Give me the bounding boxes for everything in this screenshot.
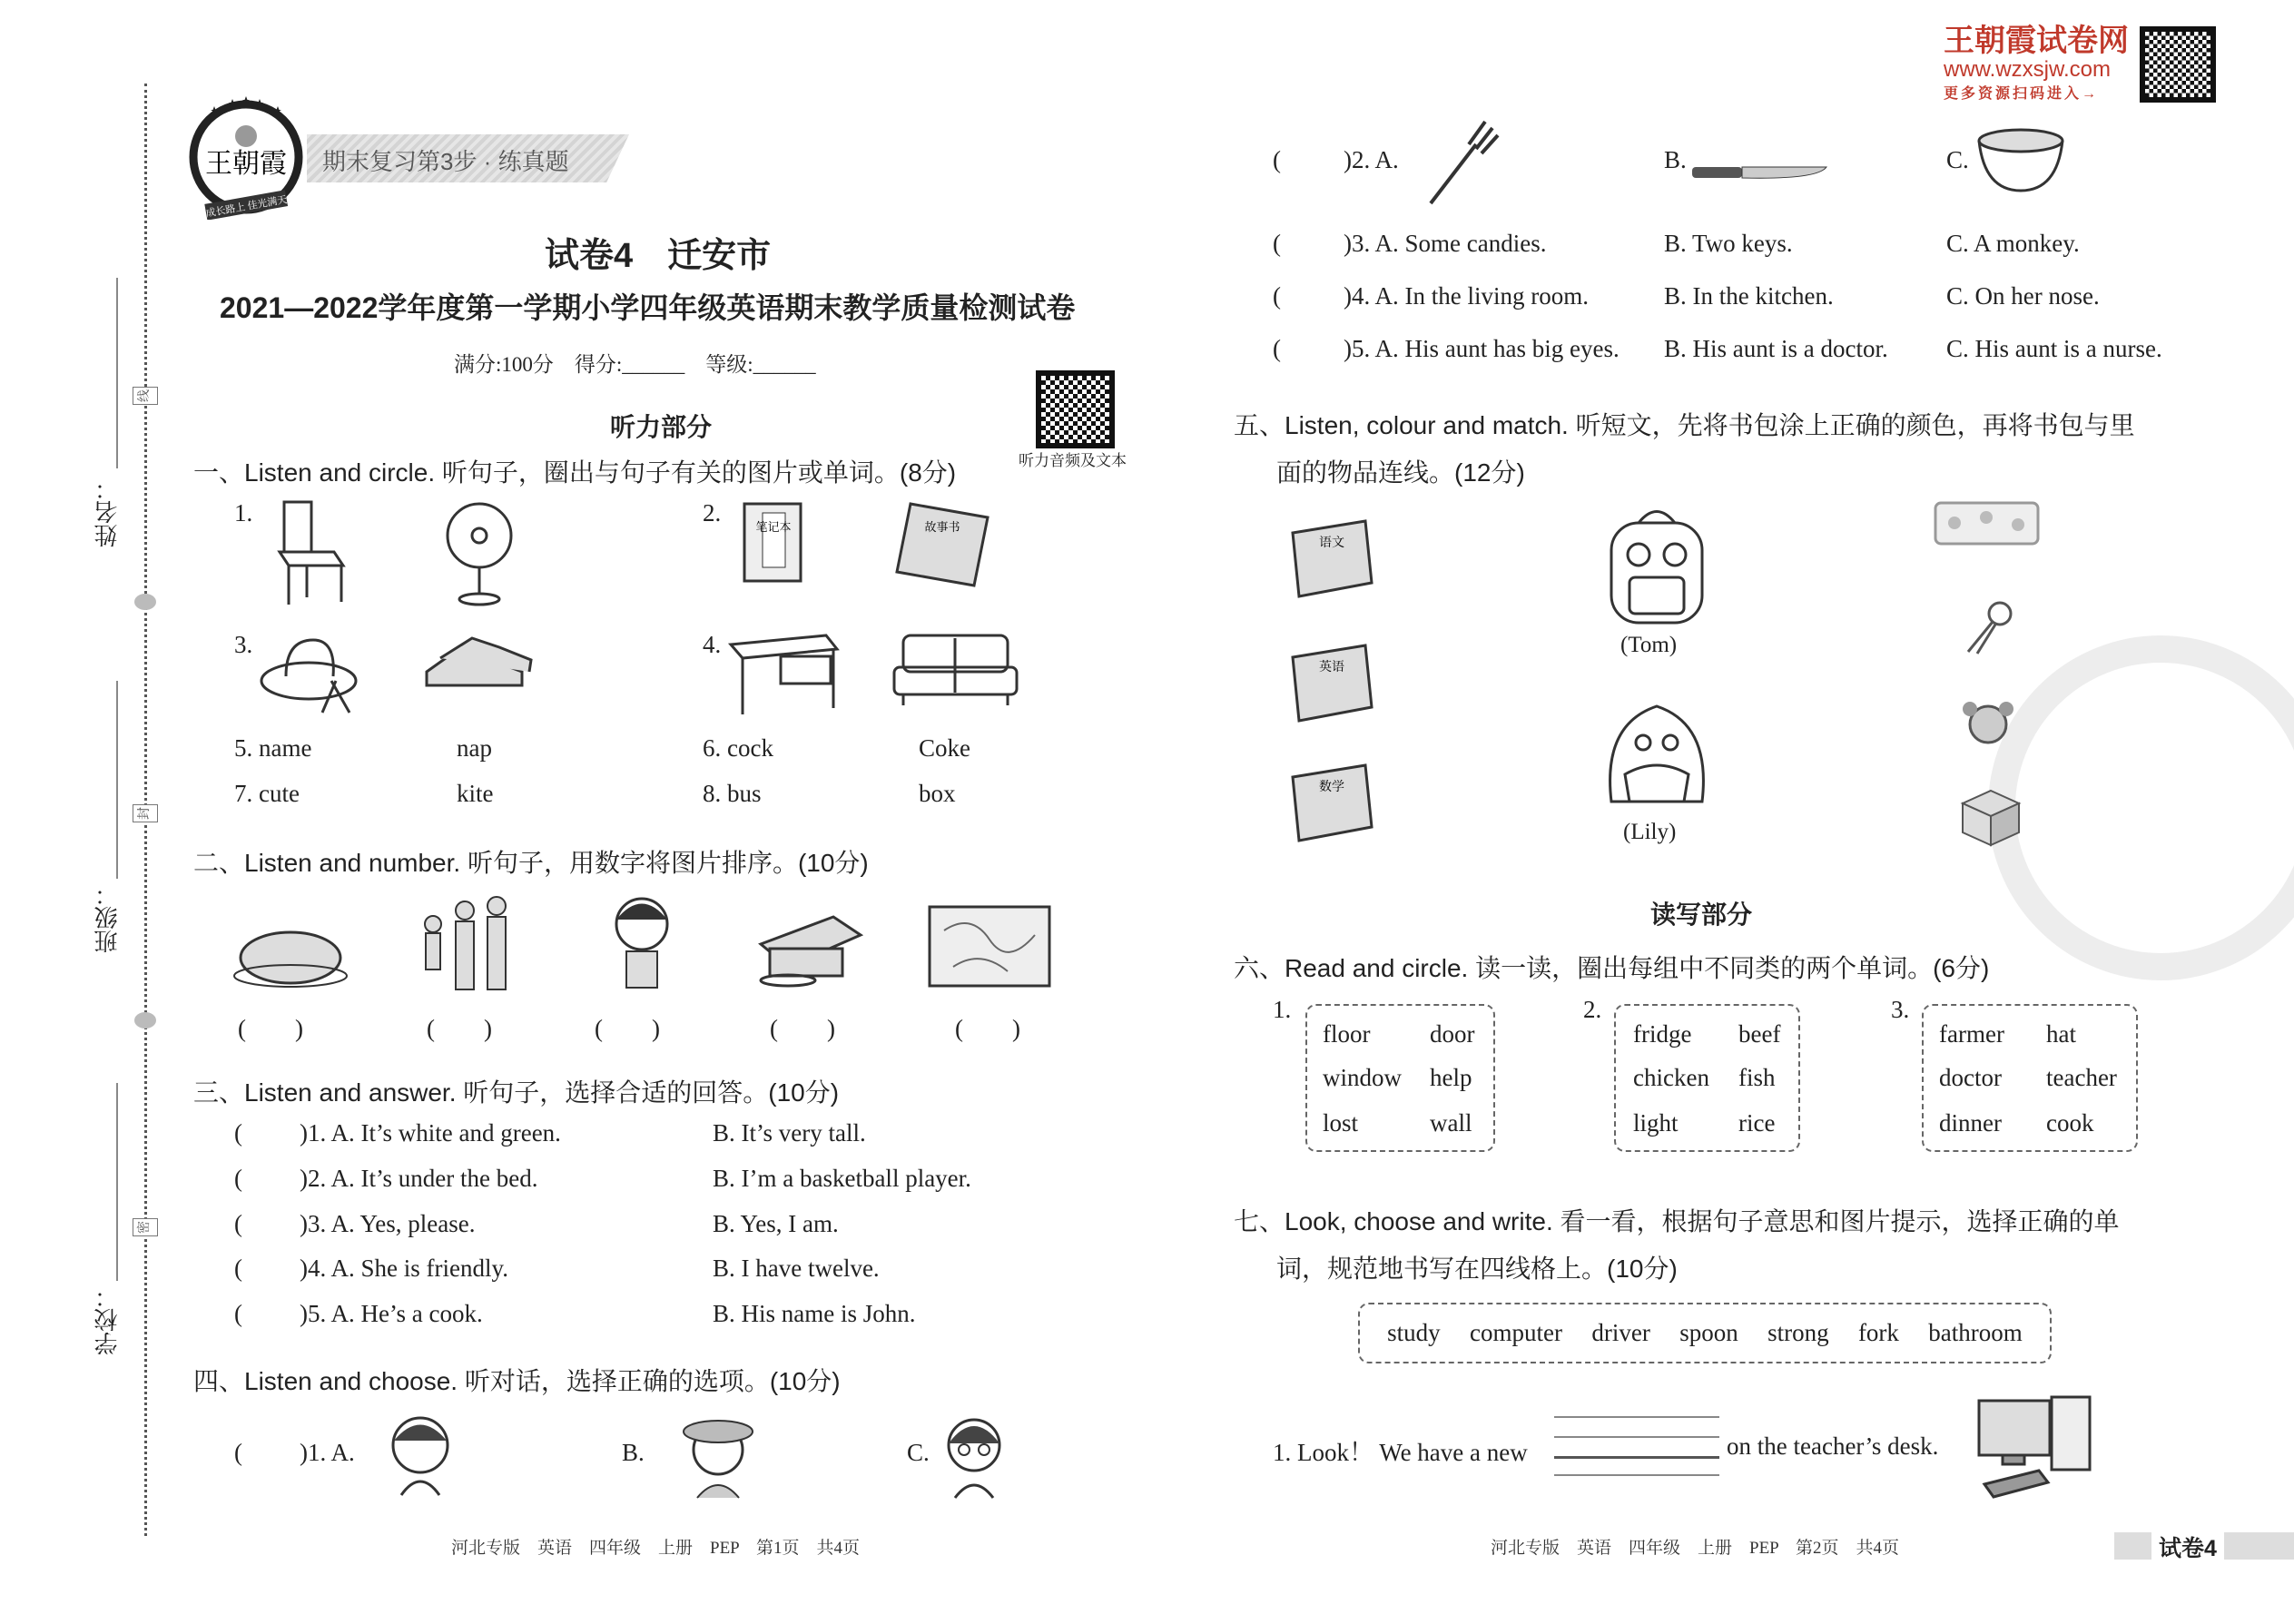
option-a[interactable]: )2. A. xyxy=(1344,146,1399,173)
math-book-picture[interactable] xyxy=(1288,763,1375,844)
english-book-picture[interactable] xyxy=(1288,644,1375,724)
group-word[interactable]: wall xyxy=(1430,1109,1472,1137)
svg-text:英语: 英语 xyxy=(1319,661,1344,674)
s1-num-3: 3. xyxy=(234,631,253,658)
option-c[interactable]: C. A monkey. xyxy=(1946,230,2080,257)
bank-word: fork xyxy=(1857,1319,1899,1346)
word-option[interactable]: name xyxy=(259,734,312,762)
answer-paren[interactable]: ( xyxy=(234,1165,242,1192)
cube-picture[interactable] xyxy=(1959,787,2023,849)
word-option[interactable]: Coke xyxy=(919,734,970,762)
notebook-picture[interactable] xyxy=(740,499,808,586)
option-c[interactable]: C. xyxy=(907,1439,930,1466)
group-word[interactable]: help xyxy=(1430,1064,1472,1091)
lily-label: (Lily) xyxy=(1623,820,1677,844)
option-b[interactable]: B. I have twelve. xyxy=(713,1255,880,1282)
svg-text:笔记本: 笔记本 xyxy=(755,520,792,534)
site-logo[interactable] xyxy=(1944,24,2139,103)
number-blank[interactable]: ( ) xyxy=(238,1015,303,1042)
swirl-icon xyxy=(134,594,156,610)
option-b[interactable]: B. His aunt is a doctor. xyxy=(1664,335,1888,362)
chair-picture[interactable] xyxy=(271,497,352,608)
option-b[interactable]: B. It’s very tall. xyxy=(713,1119,866,1147)
section3-heading: 三、Listen and answer. 听句子，选择合适的回答。(10分) xyxy=(193,1078,840,1107)
option-a[interactable]: )3. A. Some candies. xyxy=(1344,230,1547,257)
option-a[interactable]: )4. A. She is friendly. xyxy=(300,1255,508,1282)
map-picture xyxy=(926,903,1053,989)
group-num: 3. xyxy=(1891,996,1910,1023)
svg-text:故事书: 故事书 xyxy=(924,520,960,534)
word-option[interactable]: box xyxy=(919,780,956,807)
site-logo-name: 王朝霞试卷网 xyxy=(1944,24,2129,58)
fork-picture xyxy=(1413,117,1500,212)
option-c[interactable]: C. xyxy=(1946,146,1969,173)
tom-label: (Tom) xyxy=(1620,633,1678,657)
word-item-7: 7. cute xyxy=(234,780,300,807)
computer-picture xyxy=(1975,1393,2095,1500)
svg-text:语文: 语文 xyxy=(1319,536,1344,550)
bank-word: bathroom xyxy=(1928,1319,2023,1346)
group-word[interactable]: fish xyxy=(1738,1064,1776,1091)
s1-num-2: 2. xyxy=(703,499,722,527)
group-word[interactable]: cook xyxy=(2046,1109,2094,1137)
answer-paren[interactable]: ( xyxy=(234,1300,242,1327)
group-num: 1. xyxy=(1273,996,1292,1023)
answer-paren[interactable]: ( xyxy=(1273,230,1281,257)
option-a[interactable]: )1. A. xyxy=(300,1439,355,1466)
site-qr-code[interactable] xyxy=(2140,26,2216,103)
sofa-picture[interactable] xyxy=(890,631,1021,708)
group-word[interactable]: floor xyxy=(1323,1020,1371,1048)
option-b[interactable]: B. xyxy=(622,1439,645,1466)
qr-caption: 听力音频及文本 xyxy=(1019,452,1127,469)
option-b[interactable]: B. His name is John. xyxy=(713,1300,916,1327)
class-line xyxy=(116,681,118,879)
section2-heading: 二、Listen and number. 听句子，用数字将图片排序。(10分) xyxy=(193,849,869,877)
group-num: 2. xyxy=(1583,996,1602,1023)
exam-tag-label: 试卷4 xyxy=(2151,1530,2224,1563)
answer-paren[interactable]: ( xyxy=(1273,282,1281,310)
glasses-girl-picture xyxy=(937,1409,1011,1500)
bowl-picture xyxy=(1975,127,2066,195)
group-word[interactable]: beef xyxy=(1738,1020,1781,1048)
tom-schoolbag-picture[interactable] xyxy=(1602,505,1712,629)
answer-paren[interactable]: ( xyxy=(234,1255,242,1282)
word-bank xyxy=(1358,1303,2052,1363)
option-a[interactable]: )3. A. Yes, please. xyxy=(300,1210,476,1237)
group-word[interactable]: hat xyxy=(2046,1020,2076,1048)
section7-heading: 七、Look, choose and write. 看一看，根据句子意思和图片提示，选择正确的单 xyxy=(1234,1207,2120,1235)
fan-picture[interactable] xyxy=(443,499,516,606)
word-option[interactable]: bus xyxy=(727,780,762,807)
option-a[interactable]: )5. A. He’s a cook. xyxy=(300,1300,483,1327)
girl-hat-picture xyxy=(681,1409,755,1500)
section1-heading: 一、Listen and circle. 听句子，圈出与句子有关的图片或单词。(8分) xyxy=(193,458,957,487)
watermark-seal xyxy=(1988,635,2294,980)
brand-badge-logo xyxy=(187,95,305,220)
number-blank[interactable]: ( ) xyxy=(595,1015,660,1042)
knife-picture xyxy=(1690,160,1829,185)
section4-heading: 四、Listen and choose. 听对话，选择正确的选项。(10分) xyxy=(193,1367,841,1395)
group-word[interactable]: chicken xyxy=(1633,1064,1709,1091)
number-blank[interactable]: ( ) xyxy=(955,1015,1020,1042)
bank-word: strong xyxy=(1767,1319,1829,1346)
roast-chicken-picture xyxy=(231,908,350,989)
group-word[interactable]: door xyxy=(1430,1020,1475,1048)
bank-word: driver xyxy=(1591,1319,1650,1346)
four-line-writing-grid[interactable] xyxy=(1554,1416,1719,1476)
word-option[interactable]: cute xyxy=(259,780,300,807)
bank-word: spoon xyxy=(1679,1319,1738,1346)
exam-title: 试卷4 迁安市 xyxy=(545,237,772,275)
keys-picture[interactable] xyxy=(1959,597,2018,658)
group-word[interactable]: doctor xyxy=(1939,1064,2002,1091)
reading-writing-title: 读写部分 xyxy=(1650,901,1753,929)
option-b[interactable]: B. In the kitchen. xyxy=(1664,282,1834,310)
option-b[interactable]: B. I’m a basketball player. xyxy=(713,1165,971,1192)
option-a[interactable]: )1. A. It’s white and green. xyxy=(300,1119,561,1147)
group-word[interactable]: dinner xyxy=(1939,1109,2002,1137)
q1-text-after: on the teacher’s desk. xyxy=(1727,1432,1939,1460)
option-a[interactable]: )5. A. His aunt has big eyes. xyxy=(1344,335,1620,362)
desk-picture[interactable] xyxy=(726,631,840,717)
group-word[interactable]: farmer xyxy=(1939,1020,2004,1048)
option-c[interactable]: C. His aunt is a nurse. xyxy=(1946,335,2162,362)
group-word[interactable]: rice xyxy=(1738,1109,1776,1137)
word-option[interactable]: cock xyxy=(727,734,773,762)
shoes-picture[interactable] xyxy=(422,631,536,699)
listening-title: 听力部分 xyxy=(610,413,713,441)
banner-text: 期末复习第3步 · 练真题 xyxy=(322,148,569,175)
answer-paren[interactable]: ( xyxy=(234,1439,242,1466)
word-item-6: 6. cock xyxy=(703,734,773,762)
option-c[interactable]: C. On her nose. xyxy=(1946,282,2100,310)
group-word[interactable]: teacher xyxy=(2046,1064,2117,1091)
word-option[interactable]: kite xyxy=(457,780,494,807)
name-label: 姓名： xyxy=(94,477,121,547)
bank-word: computer xyxy=(1470,1319,1563,1346)
boy-picture xyxy=(383,1409,458,1500)
mark-seal: 封 xyxy=(133,804,158,822)
site-logo-cta: 更多资源扫码进入→ xyxy=(1944,86,2100,102)
name-line xyxy=(116,278,118,468)
answer-paren[interactable]: ( xyxy=(234,1119,242,1147)
word-option[interactable]: nap xyxy=(457,734,492,762)
toy-picture[interactable] xyxy=(1956,695,2020,753)
footer-left: 河北专版 英语 四年级 上册 PEP 第1页 共4页 xyxy=(451,1539,861,1558)
group-word[interactable]: lost xyxy=(1323,1109,1359,1137)
exam-subtitle: 2021—2022学年度第一学期小学四年级英语期末教学质量检测试卷 xyxy=(220,291,1076,324)
footer-right: 河北专版 英语 四年级 上册 PEP 第2页 共4页 xyxy=(1491,1539,1900,1558)
section7-heading-cont: 词，规范地书写在四线格上。(10分) xyxy=(1276,1255,1678,1283)
word-item-8: 8. bus xyxy=(703,780,762,807)
mark-line: 线 xyxy=(133,387,158,405)
s1-num-4: 4. xyxy=(703,631,722,658)
number-blank[interactable]: ( ) xyxy=(427,1015,492,1042)
option-b[interactable]: B. xyxy=(1664,146,1687,173)
class-label: 班级： xyxy=(94,882,121,953)
lily-schoolbag-picture[interactable] xyxy=(1593,688,1720,812)
school-line xyxy=(116,1083,118,1281)
score-line: 满分:100分 得分:______ 等级:______ xyxy=(454,353,816,376)
svg-text:王朝霞: 王朝霞 xyxy=(205,148,287,180)
storybook-picture[interactable] xyxy=(892,499,992,590)
option-b[interactable]: B. Two keys. xyxy=(1664,230,1793,257)
answer-paren[interactable]: ( xyxy=(234,1210,242,1237)
group-word[interactable]: window xyxy=(1323,1064,1402,1091)
group-word[interactable]: light xyxy=(1633,1109,1679,1137)
girl-picture xyxy=(599,892,685,992)
telephone-picture xyxy=(752,899,865,989)
group-word[interactable]: fridge xyxy=(1633,1020,1692,1048)
section6-heading: 六、Read and circle. 读一读，圈出每组中不同类的两个单词。(6分) xyxy=(1234,954,1990,982)
answer-paren[interactable]: ( xyxy=(1273,146,1281,173)
hat-picture[interactable] xyxy=(259,631,366,717)
svg-text:数学: 数学 xyxy=(1319,781,1344,794)
bank-word: study xyxy=(1387,1319,1441,1346)
site-logo-url: www.wzxsjw.com xyxy=(1944,57,2112,82)
q1-text-before: 1. Look！ We have a new xyxy=(1273,1439,1528,1466)
swirl-icon xyxy=(134,1012,156,1029)
option-b[interactable]: B. Yes, I am. xyxy=(713,1210,839,1237)
s1-num-1: 1. xyxy=(234,499,253,527)
chinese-book-picture[interactable] xyxy=(1288,519,1375,600)
option-a[interactable]: )4. A. In the living room. xyxy=(1344,282,1589,310)
pencil-case-picture[interactable] xyxy=(1932,497,2042,549)
option-a[interactable]: )2. A. It’s under the bed. xyxy=(300,1165,538,1192)
section5-heading: 五、Listen, colour and match. 听短文，先将书包涂上正确的颜色，再将书包与里 xyxy=(1234,411,2135,439)
svg-text:成长路上 佳光满天: 成长路上 佳光满天 xyxy=(204,194,289,220)
answer-paren[interactable]: ( xyxy=(1273,335,1281,362)
number-blank[interactable]: ( ) xyxy=(770,1015,835,1042)
word-item-5: 5. name xyxy=(234,734,312,762)
school-label: 学校： xyxy=(94,1284,121,1355)
section5-heading-cont: 面的物品连线。(12分) xyxy=(1276,458,1525,487)
family-picture xyxy=(410,892,519,992)
mark-secret: 密 xyxy=(133,1218,158,1236)
qr-code[interactable] xyxy=(1036,370,1115,448)
